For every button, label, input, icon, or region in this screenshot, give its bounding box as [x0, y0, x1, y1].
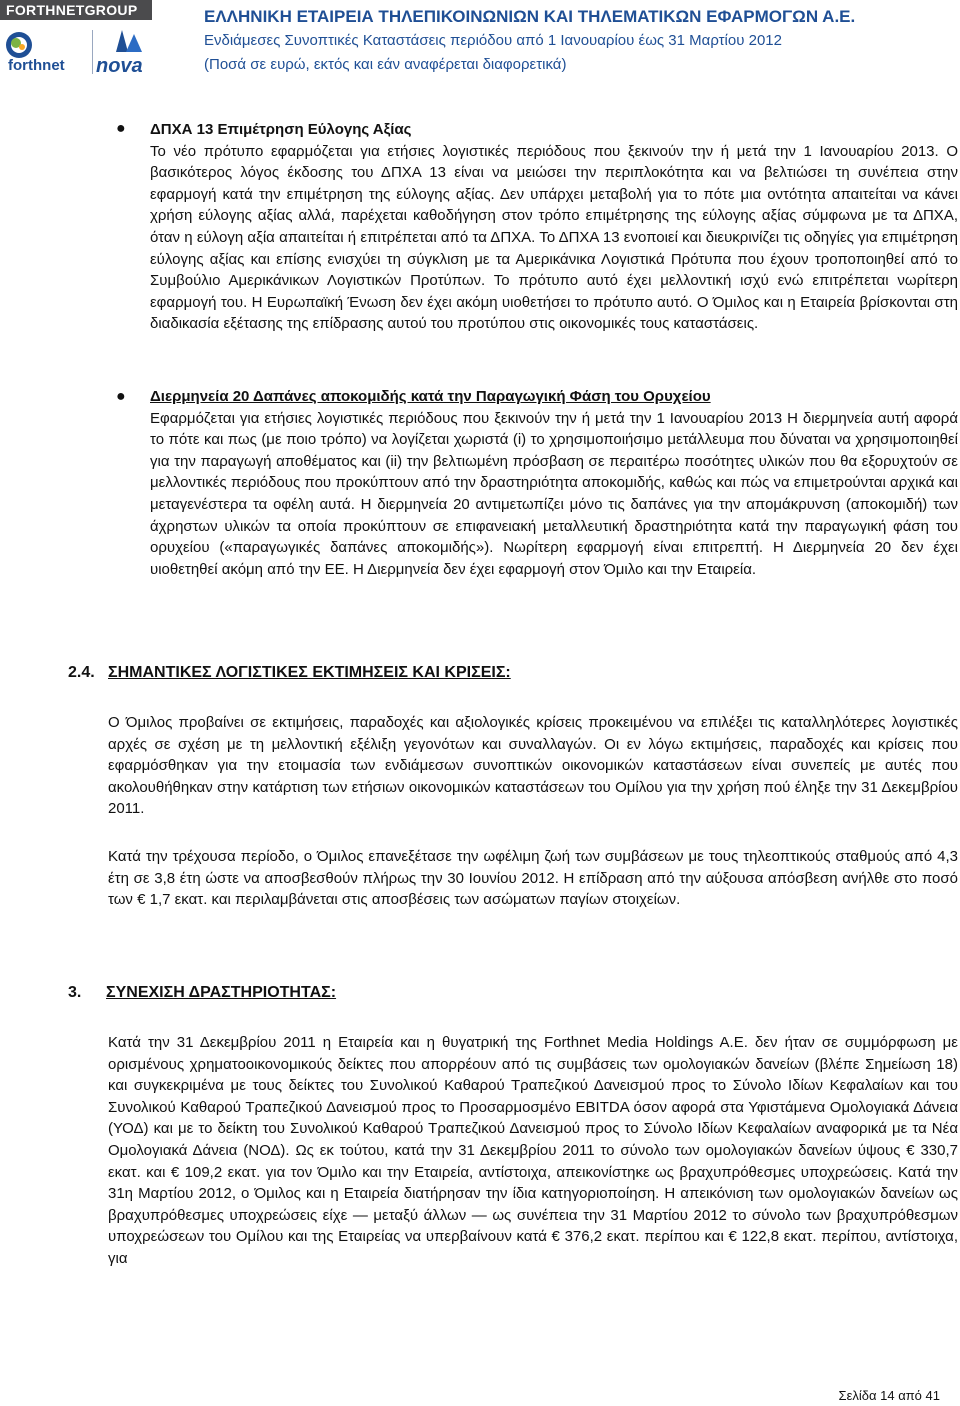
section-2-4-number: 2.4. [68, 664, 95, 681]
report-subtitle: Ενδιάμεσες Συνοπτικές Καταστάσεις περιόδου από 1 Ιανουαρίου έως 31 Μαρτίου 2012 [204, 32, 782, 49]
page-header [0, 0, 960, 88]
section-3-paragraph-1: Κατά την 31 Δεκεμβρίου 2011 η Εταιρεία και η θυγατρική της Forthnet Media Holdings A.E. δεν ήταν σε συμμόρφωση με ορισμένους χρηματοοικονομικούς δείκτες που απορρέουν από τις συμβάσεις των ομολογιακών δανείων (βλέπε Σημείωση 18) και συγκεκριμένα με τους δείκτες του Συνολικού Καθαρού Τραπεζικού Δανεισμού προς το Σύνολο Ιδίων Κεφαλαίων και του Συνολικού Καθαρού Τραπεζικού Δανεισμού προς το Προσαρμοσμένο EBITDA όσον αφορά στα Υφιστάμενα Ομολογιακά Δάνεια (ΥΟΔ) και με το δείκτη του Συνολικού Καθαρού Τραπεζικού Δανεισμού προς το Σύνολο Ιδίων Κεφαλαίων αναφορικά με τα Νέα Ομολογιακά Δάνεια (ΝΟΔ). Ως εκ τούτου, κατά την 31 Δεκεμβρίου 2011 το σύνολο των ομολογιακών δανείων ύψους € 330,7 εκατ. και € 109,2 εκατ. για τον Όμιλο και την Εταιρεία, αντίστοιχα, απεικονίστηκε ως βραχυπρόθεσμες υποχρεώσεις. Κατά την 31η Μαρτίου 2012, ο Όμιλος και η Εταιρεία διατήρησαν την ίδια κατηγοριοποίηση. Η απεικόνιση των ομολογιακών δανείων ως βραχυπρόθεσμες υποχρεώσεις είχε — μεταξύ άλλων — ως συνέπεια την 31 Μαρτίου 2012 το σύνολο των βραχυπρόθεσμων υποχρεώσεων του Ομίλου και της Εταιρείας να υπερβαίνουν κατά € 376,2 εκατ. περίπου και € 122,8 εκατ. περίπου, αντίστοιχα, για [108, 1034, 958, 1267]
ifrs13-block [150, 119, 958, 335]
nova-logo-text: nova [96, 55, 143, 77]
ifrs13-title: ΔΠΧΑ 13 Επιμέτρηση Εύλογης Αξίας [150, 121, 412, 138]
bullet-dot: ● [116, 388, 126, 405]
logo-divider [92, 30, 93, 74]
forthnet-logo-icon [4, 30, 34, 60]
company-logos [0, 0, 160, 82]
currency-note: (Ποσά σε ευρώ, εκτός και εάν αναφέρεται διαφορετικά) [204, 56, 567, 73]
ifric20-title: Διερμηνεία 20 Δαπάνες αποκομιδής κατά την Παραγωγική Φάση του Ορυχείου [150, 388, 711, 405]
ifric20-block [150, 386, 958, 580]
page-number: Σελίδα 14 από 41 [838, 1388, 940, 1403]
company-title: ΕΛΛΗΝΙΚΗ ΕΤΑΙΡΕΙΑ ΤΗΛΕΠΙΚΟΙΝΩΝΙΩΝ ΚΑΙ ΤΗΛΕΜΑΤΙΚΩΝ ΕΦΑΡΜΟΓΩΝ Α.Ε. [204, 7, 856, 26]
forthnet-logo-text: forthnet [8, 57, 65, 74]
bullet-dot: ● [116, 120, 126, 137]
section-2-4-title: ΣΗΜΑΝΤΙΚΕΣ ΛΟΓΙΣΤΙΚΕΣ ΕΚΤΙΜΗΣΕΙΣ ΚΑΙ ΚΡΙΣΕΙΣ: [108, 664, 511, 681]
section-2-4-paragraph-1: Ο Όμιλος προβαίνει σε εκτιμήσεις, παραδοχές και αξιολογικές κρίσεις προκειμένου να επιλέξει τις καταλληλότερες λογιστικές αρχές σε σχέση με τη μελλοντική εξέλιξη γεγονότων και συναλλαγών. Οι εν λόγω εκτιμήσεις, παραδοχές και κρίσεις που εφαρμόσθηκαν για την ετοιμασία των ενδιάμεσων συνοπτικών οικονομικών καταστάσεων είναι συνεπείς με αυτές που ακολουθήθηκαν στην κατάρτιση των ετήσιων οικονομικών καταστάσεων του Ομίλου για την χρήση πού έληξε την 31 Δεκεμβρίου 2011. [108, 714, 958, 818]
ifric20-body: Εφαρμόζεται για ετήσιες λογιστικές περιόδους που ξεκινούν την ή μετά την 1 Ιανουαρίου 2013 Η διερμηνεία αυτή αφορά το πότε και πως (με ποιο τρόπο) να λογίζεται χωριστά (i) το χρησιμοποιήσιμο μετάλλευμα που δύναται να χρησιμοποιηθεί για την παραγωγή αποθέματος και (ii) την βελτιωμένη πρόσβαση σε περαιτέρω ποσότητες υλικών που θα εξορυχτούν σε μελλοντικές περιόδους που προκύπτουν από την δραστηριότητα αποκομιδής, καθώς και πώς να επιμετρούνται αρχικά και μεταγενέστερα τα οφέλη αυτά. Η διερμηνεία 20 αντιμετωπίζει μόνο τις δαπάνες για την απομάκρυνση (αποκομιδή) των άχρηστων υλικών τα οποία προκύπτουν σε επιφανειακή μεταλλευτική δραστηριότητα κατά την παραγωγική φάση του ορυχείου («παραγωγικές δαπάνες αποκομιδής»). Νωρίτερη εφαρμογή είναι επιτρεπτή. Η Διερμηνεία 20 δεν έχει υιοθετηθεί ακόμη από την ΕΕ. Η Διερμηνεία δεν έχει εφαρμογή στον Όμιλο και την Εταιρεία. [150, 409, 958, 578]
section-3-title: ΣΥΝΕΧΙΣΗ ΔΡΑΣΤΗΡΙΟΤΗΤΑΣ: [106, 984, 337, 1001]
ifrs13-body: Το νέο πρότυπο εφαρμόζεται για ετήσιες λογιστικές περιόδους που ξεκινούν την ή μετά την 1 Ιανουαρίου 2013. Ο βασικότερος λόγος έκδοσης του ΔΠΧΑ 13 είναι να μειώσει την περιπλοκότητα και να βελτιώσει τη συνέπεια στην εφαρμογή κατά την επιμέτρηση της εύλογης αξίας. Δεν υπάρχει μεταβολή για το πότε μια οντότητα απαιτείται να κάνει χρήση εύλογης αξίας αλλά, παρέχεται καθοδήγηση στον τρόπο επιμέτρησης της εύλογης αξίας σύμφωνα με τα ΔΠΧΑ, όταν η εύλογη αξία απαιτείται ή επιτρέπεται από τα ΔΠΧΑ. Το ΔΠΧΑ 13 ενοποιεί και διευκρινίζει τις οδηγίες για επιμέτρηση εύλογης αξίας και επίσης ενισχύει τη σύγκλιση με τα Αμερικάνικα Λογιστικά Πρότυπα που έχουν τροποποιηθεί από το Συμβούλιο Αμερικάνικων Λογιστικών Προτύπων. Το πρότυπο αυτό έχει μελλοντική ισχύ ενώ επιτρέπεται νωρίτερη εφαρμογή του. Η Ευρωπαϊκή Ένωση δεν έχει ακόμη υιοθετήσει το πρότυπο αυτό. Ο Όμιλος και η Εταιρεία βρίσκονται στη διαδικασία εξέτασης της επίδρασης αυτού του προτύπου στις οικονομικές τους καταστάσεις. [150, 142, 958, 333]
section-3-number: 3. [68, 984, 82, 1001]
nova-logo-icon [112, 28, 146, 54]
section-2-4-paragraph-2: Κατά την τρέχουσα περίοδο, ο Όμιλος επανεξέτασε την ωφέλιμη ζωή των συμβάσεων με τους τηλεοπτικούς σταθμούς από 4,3 έτη σε 3,8 έτη ώστε να αποσβεσθούν πλήρως την 30 Ιουνίου 2012. Η επίδραση από την αύξουσα απόσβεση ανήλθε στο ποσό των € 1,7 εκατ. και περιλαμβάνεται στις αποσβέσεις των ασώματων παγίων στοιχείων. [108, 848, 958, 909]
forthnetgroup-banner: FORTHNETGROUP [0, 0, 152, 20]
